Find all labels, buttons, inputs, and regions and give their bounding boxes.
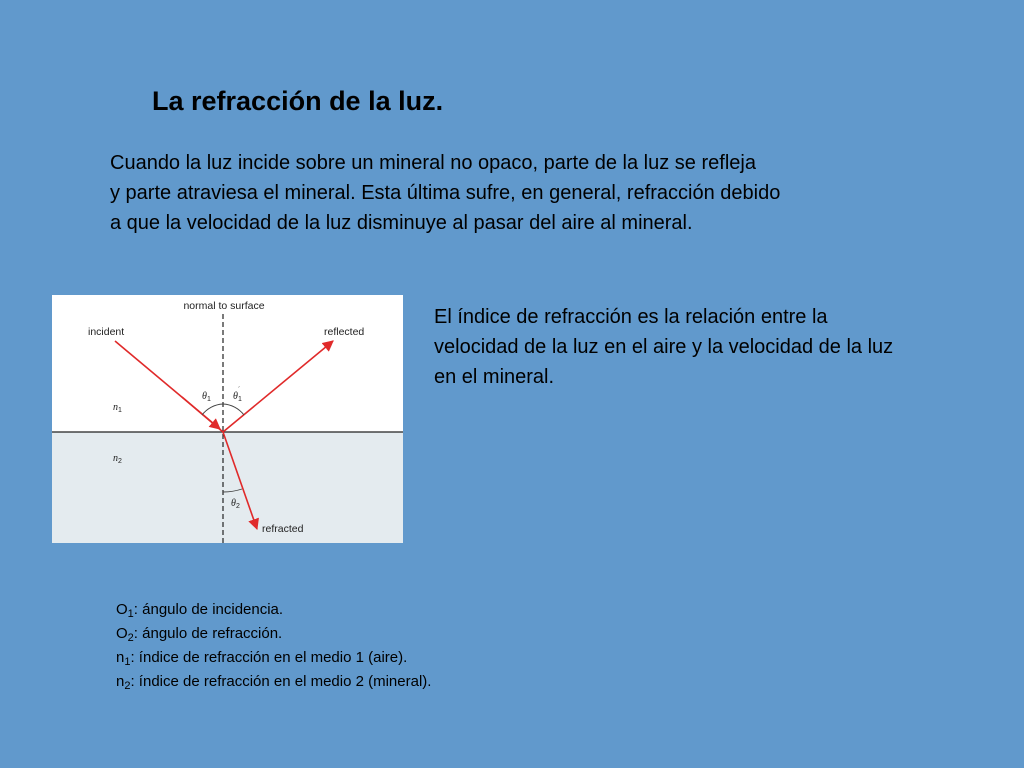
refraction-diagram: [52, 295, 403, 543]
theta2-sub: 2: [236, 503, 240, 510]
refraction-index-paragraph: [434, 302, 994, 392]
side-line-2: velocidad de la luz en el aire y la velocidad de la luz: [434, 336, 894, 358]
reflected-label: reflected: [324, 326, 365, 338]
legend-subscript: 2: [127, 632, 134, 644]
intro-paragraph: [110, 148, 930, 238]
legend-text: : ángulo de incidencia.: [133, 601, 284, 618]
medium-2-region: [52, 432, 403, 543]
legend-symbol: O: [116, 625, 128, 642]
normal-to-surface-label: normal to surface: [183, 300, 265, 312]
legend-subscript: 1: [127, 608, 134, 620]
legend-list: [116, 598, 431, 694]
theta1-symbol: θ: [202, 391, 207, 402]
legend-symbol: n: [116, 673, 125, 690]
incident-label: incident: [88, 326, 125, 338]
theta1-prime-mark: ´: [238, 387, 241, 394]
theta2-symbol: θ: [231, 498, 236, 509]
intro-line-1: Cuando la luz incide sobre un mineral no opaco, parte de la luz se refleja: [110, 152, 756, 174]
legend-symbol: n: [116, 649, 125, 666]
n1-sub: 1: [118, 407, 122, 414]
legend-item: [116, 598, 431, 622]
medium-1-region: [52, 295, 403, 432]
side-line-1: El índice de refracción es la relación entre la: [434, 306, 828, 328]
side-line-3: en el mineral.: [434, 366, 555, 388]
legend-symbol: O: [116, 601, 128, 618]
n1-symbol: n: [113, 402, 118, 413]
legend-item: [116, 670, 431, 694]
intro-line-3: a que la velocidad de la luz disminuye al pasar del aire al mineral.: [110, 212, 693, 234]
theta1-sub: 1: [207, 396, 211, 403]
legend-text: : índice de refracción en el medio 2 (mineral).: [130, 673, 432, 690]
slide-title: La refracción de la luz.: [152, 86, 444, 116]
legend-item: [116, 646, 431, 670]
theta1-prime-symbol: θ: [233, 391, 238, 402]
n2-sub: 2: [118, 458, 122, 465]
legend-subscript: 2: [124, 680, 131, 692]
legend-text: : ángulo de refracción.: [133, 625, 283, 642]
legend-subscript: 1: [124, 656, 131, 668]
refracted-label: refracted: [262, 523, 304, 535]
theta1-prime-sub: 1: [238, 396, 242, 403]
n2-symbol: n: [113, 453, 118, 464]
intro-line-2: y parte atraviesa el mineral. Esta última sufre, en general, refracción debido: [110, 182, 781, 204]
legend-text: : índice de refracción en el medio 1 (aire).: [130, 649, 408, 666]
legend-item: [116, 622, 431, 646]
